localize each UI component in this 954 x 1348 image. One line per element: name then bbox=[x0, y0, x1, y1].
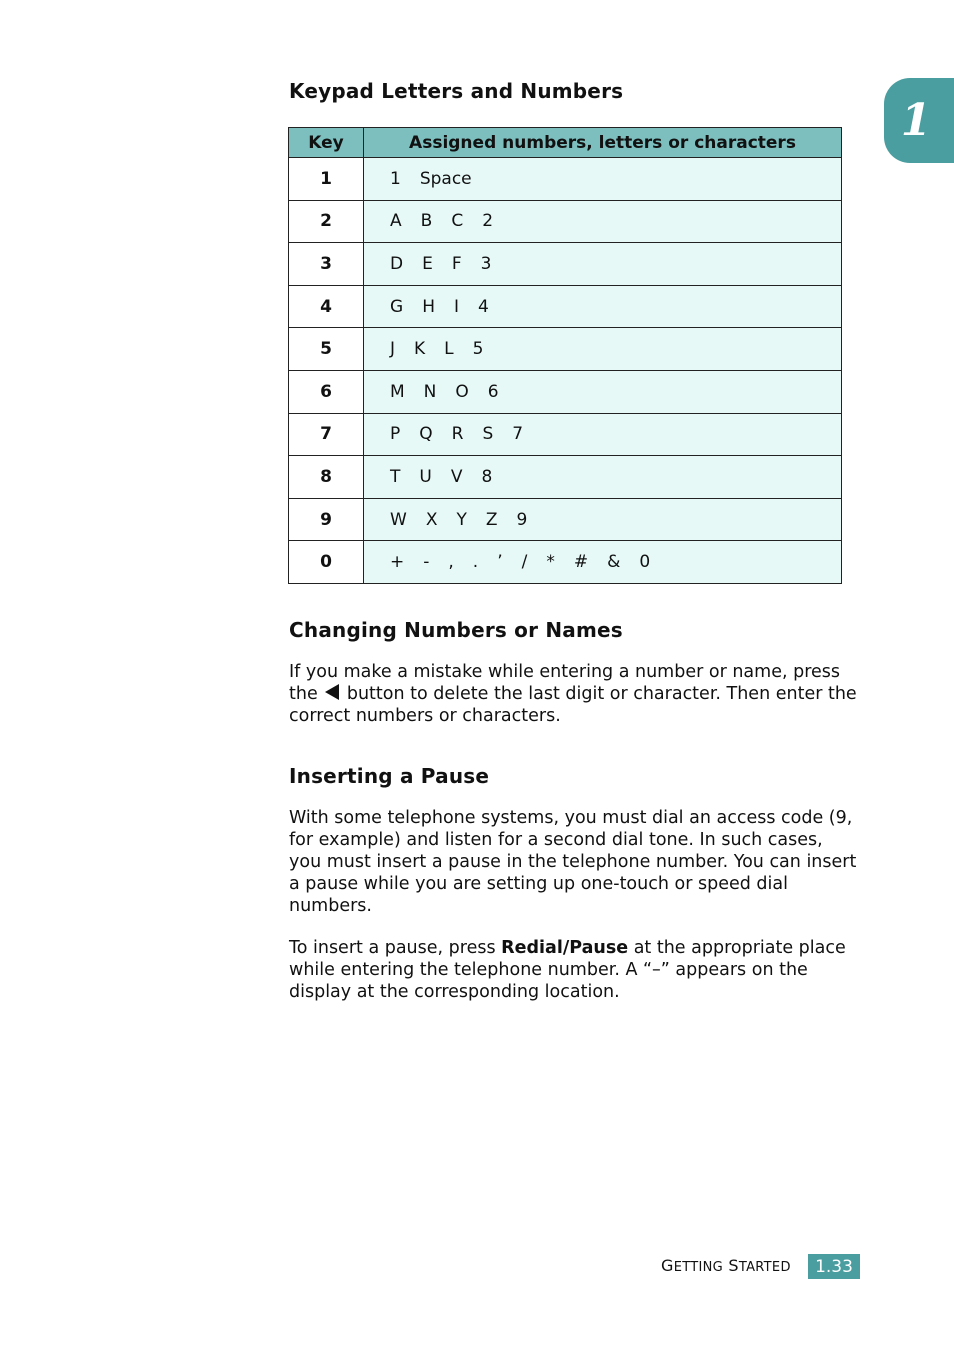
chars-cell bbox=[364, 541, 842, 584]
table-row bbox=[289, 541, 842, 584]
char-item: Z bbox=[485, 509, 498, 530]
char-item: 3 bbox=[480, 253, 492, 274]
table-row bbox=[289, 456, 842, 499]
char-item: M bbox=[390, 381, 405, 402]
pause-text-before: To insert a pause, press bbox=[289, 938, 502, 958]
char-item: # bbox=[573, 552, 589, 573]
pause-paragraph-1: With some telephone systems, you must dial an access code (9, for example) and listen for a second dial tone. In such cases, you must insert a pause in the telephone number. You can insert a pause while you are setting up one-touch or speed dial numbers. bbox=[289, 808, 857, 916]
char-item: . bbox=[472, 552, 479, 573]
chars-cell bbox=[364, 413, 842, 456]
char-item: ’ bbox=[497, 552, 503, 573]
chapter-number: 1 bbox=[900, 95, 932, 146]
pause-text-after: at the appropriate place while entering the telephone number. A “–” appears on the display at the corresponding location. bbox=[289, 938, 846, 1002]
keypad-heading: Keypad Letters and Numbers bbox=[289, 79, 624, 103]
char-item: 6 bbox=[487, 381, 499, 402]
char-item: 4 bbox=[478, 296, 489, 317]
char-item: / bbox=[521, 552, 528, 573]
char-item: 7 bbox=[512, 424, 524, 445]
char-item: E bbox=[422, 253, 433, 274]
chars-cell bbox=[364, 243, 842, 286]
char-item: U bbox=[419, 466, 432, 487]
char-item: Q bbox=[419, 424, 433, 445]
footer-label-g: G bbox=[661, 1256, 674, 1275]
char-item: * bbox=[546, 552, 555, 573]
chars-cell bbox=[364, 370, 842, 413]
pause-heading: Inserting a Pause bbox=[289, 764, 490, 788]
footer-label-rest1: ETTING bbox=[673, 1260, 724, 1275]
char-item: 1 bbox=[390, 168, 401, 189]
char-item: T bbox=[390, 466, 401, 487]
key-cell: 5 bbox=[289, 328, 364, 371]
keypad-table-body bbox=[289, 158, 842, 584]
char-item: G bbox=[390, 296, 404, 317]
footer-label-rest2: TARTED bbox=[738, 1260, 791, 1275]
char-item: , bbox=[448, 552, 454, 573]
char-item: L bbox=[444, 339, 454, 360]
chars-cell bbox=[364, 158, 842, 201]
footer-label-s: S bbox=[728, 1256, 739, 1275]
char-item: 5 bbox=[472, 339, 484, 360]
char-item: Space bbox=[419, 168, 472, 189]
char-item: 0 bbox=[639, 552, 651, 573]
char-item: - bbox=[423, 552, 430, 573]
char-item: W bbox=[390, 509, 407, 530]
footer-section-label bbox=[661, 1256, 791, 1275]
changing-heading: Changing Numbers or Names bbox=[289, 618, 623, 642]
char-item: 8 bbox=[481, 466, 493, 487]
pause-paragraph-2 bbox=[289, 937, 859, 1003]
char-item: N bbox=[423, 381, 437, 402]
table-row bbox=[289, 200, 842, 243]
key-cell: 4 bbox=[289, 285, 364, 328]
key-cell: 3 bbox=[289, 243, 364, 286]
char-item: K bbox=[414, 339, 426, 360]
chapter-tab bbox=[884, 78, 954, 163]
keypad-table bbox=[288, 127, 842, 584]
chars-cell bbox=[364, 200, 842, 243]
key-cell: 8 bbox=[289, 456, 364, 499]
char-item: X bbox=[425, 509, 438, 530]
char-item: R bbox=[451, 424, 464, 445]
char-item: & bbox=[607, 552, 621, 573]
changing-text-before: If you make a mistake while entering a number or name, press the bbox=[289, 662, 841, 704]
char-item: H bbox=[422, 296, 435, 317]
char-item: F bbox=[451, 253, 462, 274]
char-item: C bbox=[451, 211, 464, 232]
table-row bbox=[289, 243, 842, 286]
table-row bbox=[289, 285, 842, 328]
changing-text-after: button to delete the last digit or character. Then enter the correct numbers or characters. bbox=[289, 684, 857, 726]
page-number: 1.33 bbox=[808, 1254, 860, 1279]
key-cell: 0 bbox=[289, 541, 364, 584]
char-item: 9 bbox=[516, 509, 528, 530]
char-item: D bbox=[390, 253, 404, 274]
key-cell: 6 bbox=[289, 370, 364, 413]
table-row bbox=[289, 498, 842, 541]
table-header-row bbox=[289, 128, 842, 158]
table-row bbox=[289, 413, 842, 456]
key-cell: 9 bbox=[289, 498, 364, 541]
table-row bbox=[289, 370, 842, 413]
chars-cell bbox=[364, 498, 842, 541]
key-cell: 7 bbox=[289, 413, 364, 456]
char-item: V bbox=[450, 466, 463, 487]
changing-paragraph bbox=[289, 661, 859, 727]
key-cell: 2 bbox=[289, 200, 364, 243]
char-item: P bbox=[390, 424, 401, 445]
char-item: 2 bbox=[482, 211, 494, 232]
char-item: B bbox=[420, 211, 433, 232]
char-item: A bbox=[390, 211, 402, 232]
col-header-key: Key bbox=[289, 128, 364, 158]
char-item: Y bbox=[456, 509, 467, 530]
char-item: I bbox=[453, 296, 459, 317]
chars-cell bbox=[364, 456, 842, 499]
char-item: O bbox=[455, 381, 469, 402]
char-item: S bbox=[482, 424, 494, 445]
table-row bbox=[289, 328, 842, 371]
chars-cell bbox=[364, 328, 842, 371]
redial-pause-label: Redial/Pause bbox=[501, 938, 629, 958]
table-row bbox=[289, 158, 842, 201]
chars-cell bbox=[364, 285, 842, 328]
col-header-assigned: Assigned numbers, letters or characters bbox=[364, 128, 842, 158]
key-cell: 1 bbox=[289, 158, 364, 201]
char-item: J bbox=[390, 339, 396, 360]
char-item: + bbox=[390, 552, 405, 573]
left-arrow-icon bbox=[325, 684, 339, 700]
